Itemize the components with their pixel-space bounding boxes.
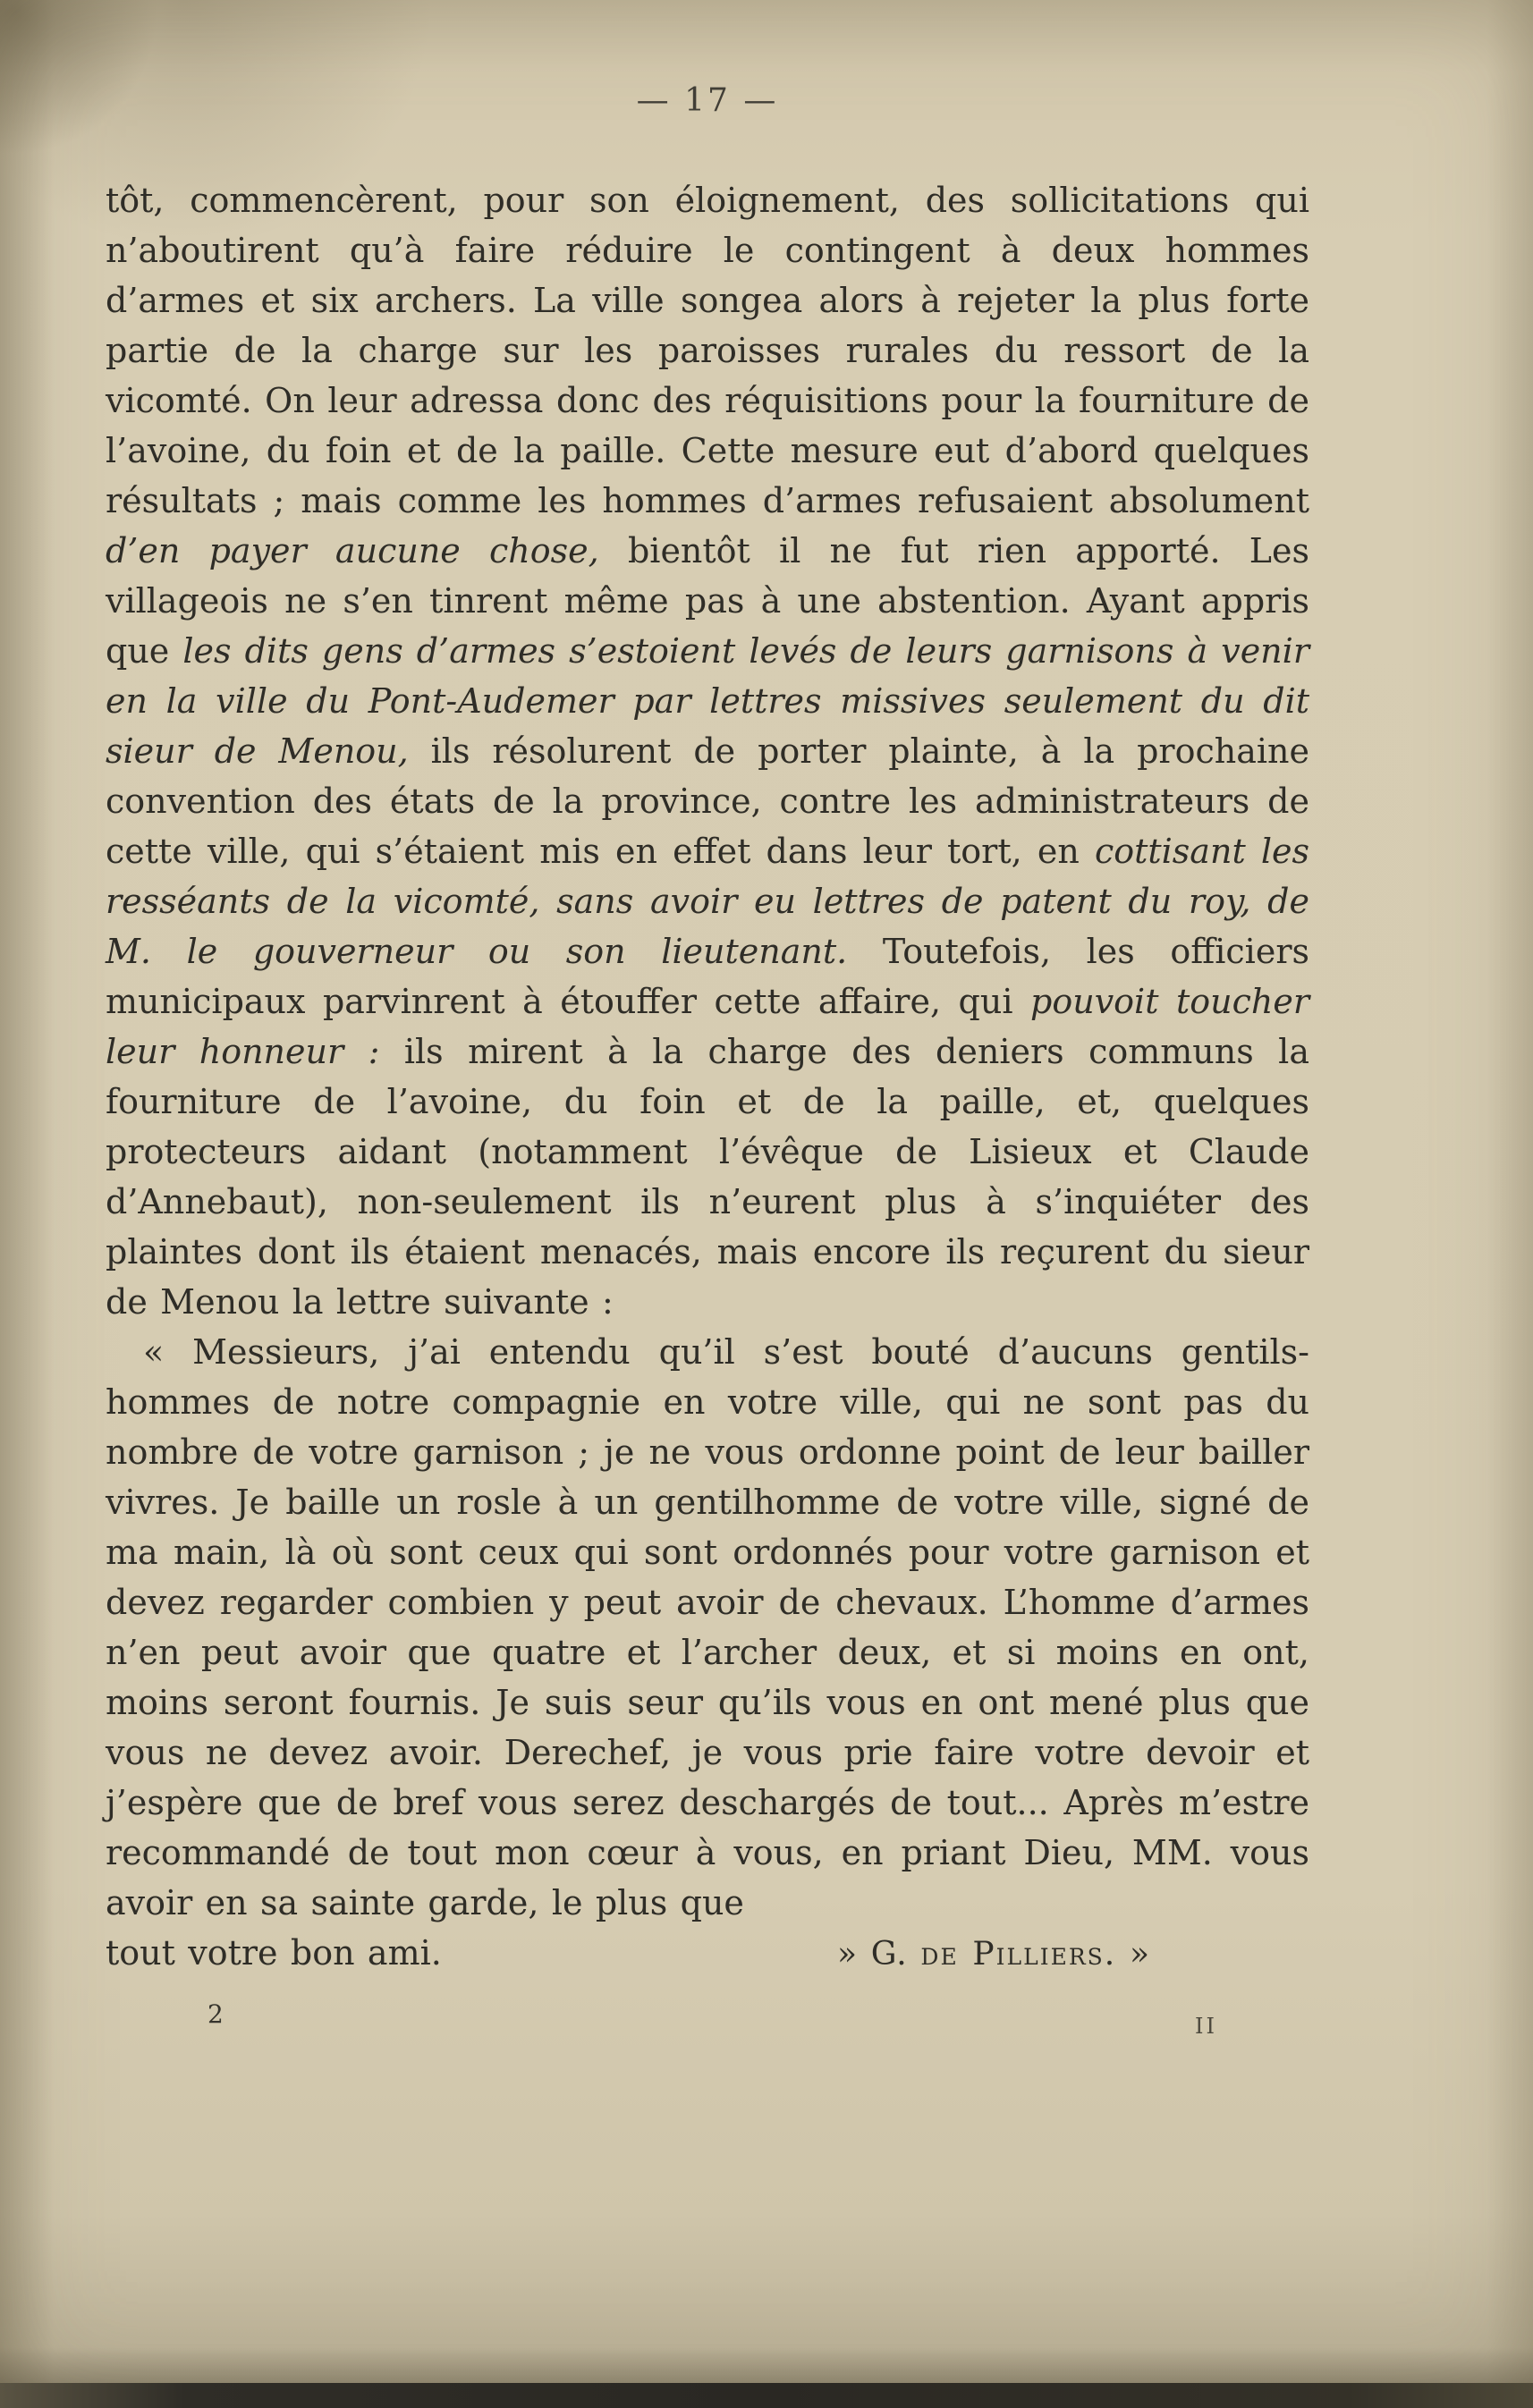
text-block	[106, 175, 1309, 1980]
letter-signature	[837, 1930, 1150, 1980]
paragraph-main-text: Toutefois, les officiers municipaux parvinrent à étouffer cette affaire, qui	[106, 932, 1309, 1021]
paragraph-main-text: tôt, commencèrent, pour son éloignement, des sollicitations qui n’aboutirent qu’à faire réduire le contingent à deux hommes d’armes et six archers. La ville songea alors à rejeter la plus forte partie de la charge sur les paroisses rurales du ressort de la vicomté. On leur adressa donc des réquisitions pour la fourniture de l’avoine, du foin et de la paille. Cette mesure eut d’abord quelques résultats ; mais comme les hommes d’armes refusaient absolument	[106, 181, 1309, 520]
letter-closing-line	[106, 1928, 1309, 1980]
letter-closing-text: tout votre bon ami.	[106, 1933, 442, 1973]
page-bottom-shadow	[0, 2347, 1533, 2383]
paragraph-main	[106, 175, 1309, 1327]
gathering-mark-left: 2	[208, 1999, 224, 2029]
signature-close: »	[1116, 1936, 1150, 1973]
signature-open: » G.	[837, 1936, 921, 1973]
page-number: — 17 —	[636, 82, 779, 119]
signature-name: de Pilliers.	[920, 1936, 1117, 1973]
italic-quote-cottisant: cottisant les resséants de la vicomté, sans avoir eu lettres de patent du roy, de M. le gouverneur ou son lieutenant.	[106, 832, 1309, 971]
page-bottom-edge	[0, 2383, 1533, 2408]
italic-quote-honneur: pouvoit toucher leur honneur :	[106, 982, 1310, 1071]
letter-body-text: « Messieurs, j’ai entendu qu’il s’est bouté d’aucuns gentils-hommes de notre compagnie en votre ville, qui ne sont pas du nombre de votre garnison ; je ne vous ordonne point de leur bailler vivres. Je baille un rosle à un gentilhomme de votre ville, signé de ma main, là où sont ceux qui sont ordonnés pour votre garnison et devez regarder combien y peut avoir de chevaux. L’homme d’armes n’en peut avoir que quatre et l’archer deux, et si moins en ont, moins seront fournis. Je suis seur qu’ils vous en ont mené plus que vous ne devez avoir. Derechef, je vous prie faire votre devoir et j’espère que de bref vous serez deschargés de tout... Après m’estre recommandé de tout mon cœur à vous, en priant Dieu, MM. vous avoir en sa sainte garde, le plus que	[106, 1332, 1309, 1922]
italic-quote-payer: d’en payer aucune chose,	[106, 531, 599, 570]
paragraph-main-text: ils mirent à la charge des deniers communs la fourniture de l’avoine, du foin et de la paille, et, quelques protecteurs aidant (notamment l’évêque de Lisieux et Claude d’Annebaut), non-seulement ils n’eurent plus à s’inquiéter des plaintes dont ils étaient menacés, mais encore ils reçurent du sieur de Menou la lettre suivante :	[106, 1032, 1309, 1322]
italic-quote-garnisons: les dits gens d’armes s’estoient levés de leurs garnisons à venir en la ville du Pont-Audemer par lettres missives seulement du dit sieur de Menou,	[106, 631, 1309, 771]
gathering-mark-right: II	[1195, 2014, 1217, 2039]
paragraph-letter	[106, 1327, 1309, 1928]
paragraph-main-text: ils résolurent de porter plainte, à la prochaine convention des états de la province, contre les administrateurs de cette ville, qui s’étaient mis en effet dans leur tort, en	[106, 731, 1309, 871]
paragraph-main-text: bientôt il ne fut rien apporté. Les villageois ne s’en tinrent même pas à une abstention. Ayant appris que	[106, 531, 1309, 671]
